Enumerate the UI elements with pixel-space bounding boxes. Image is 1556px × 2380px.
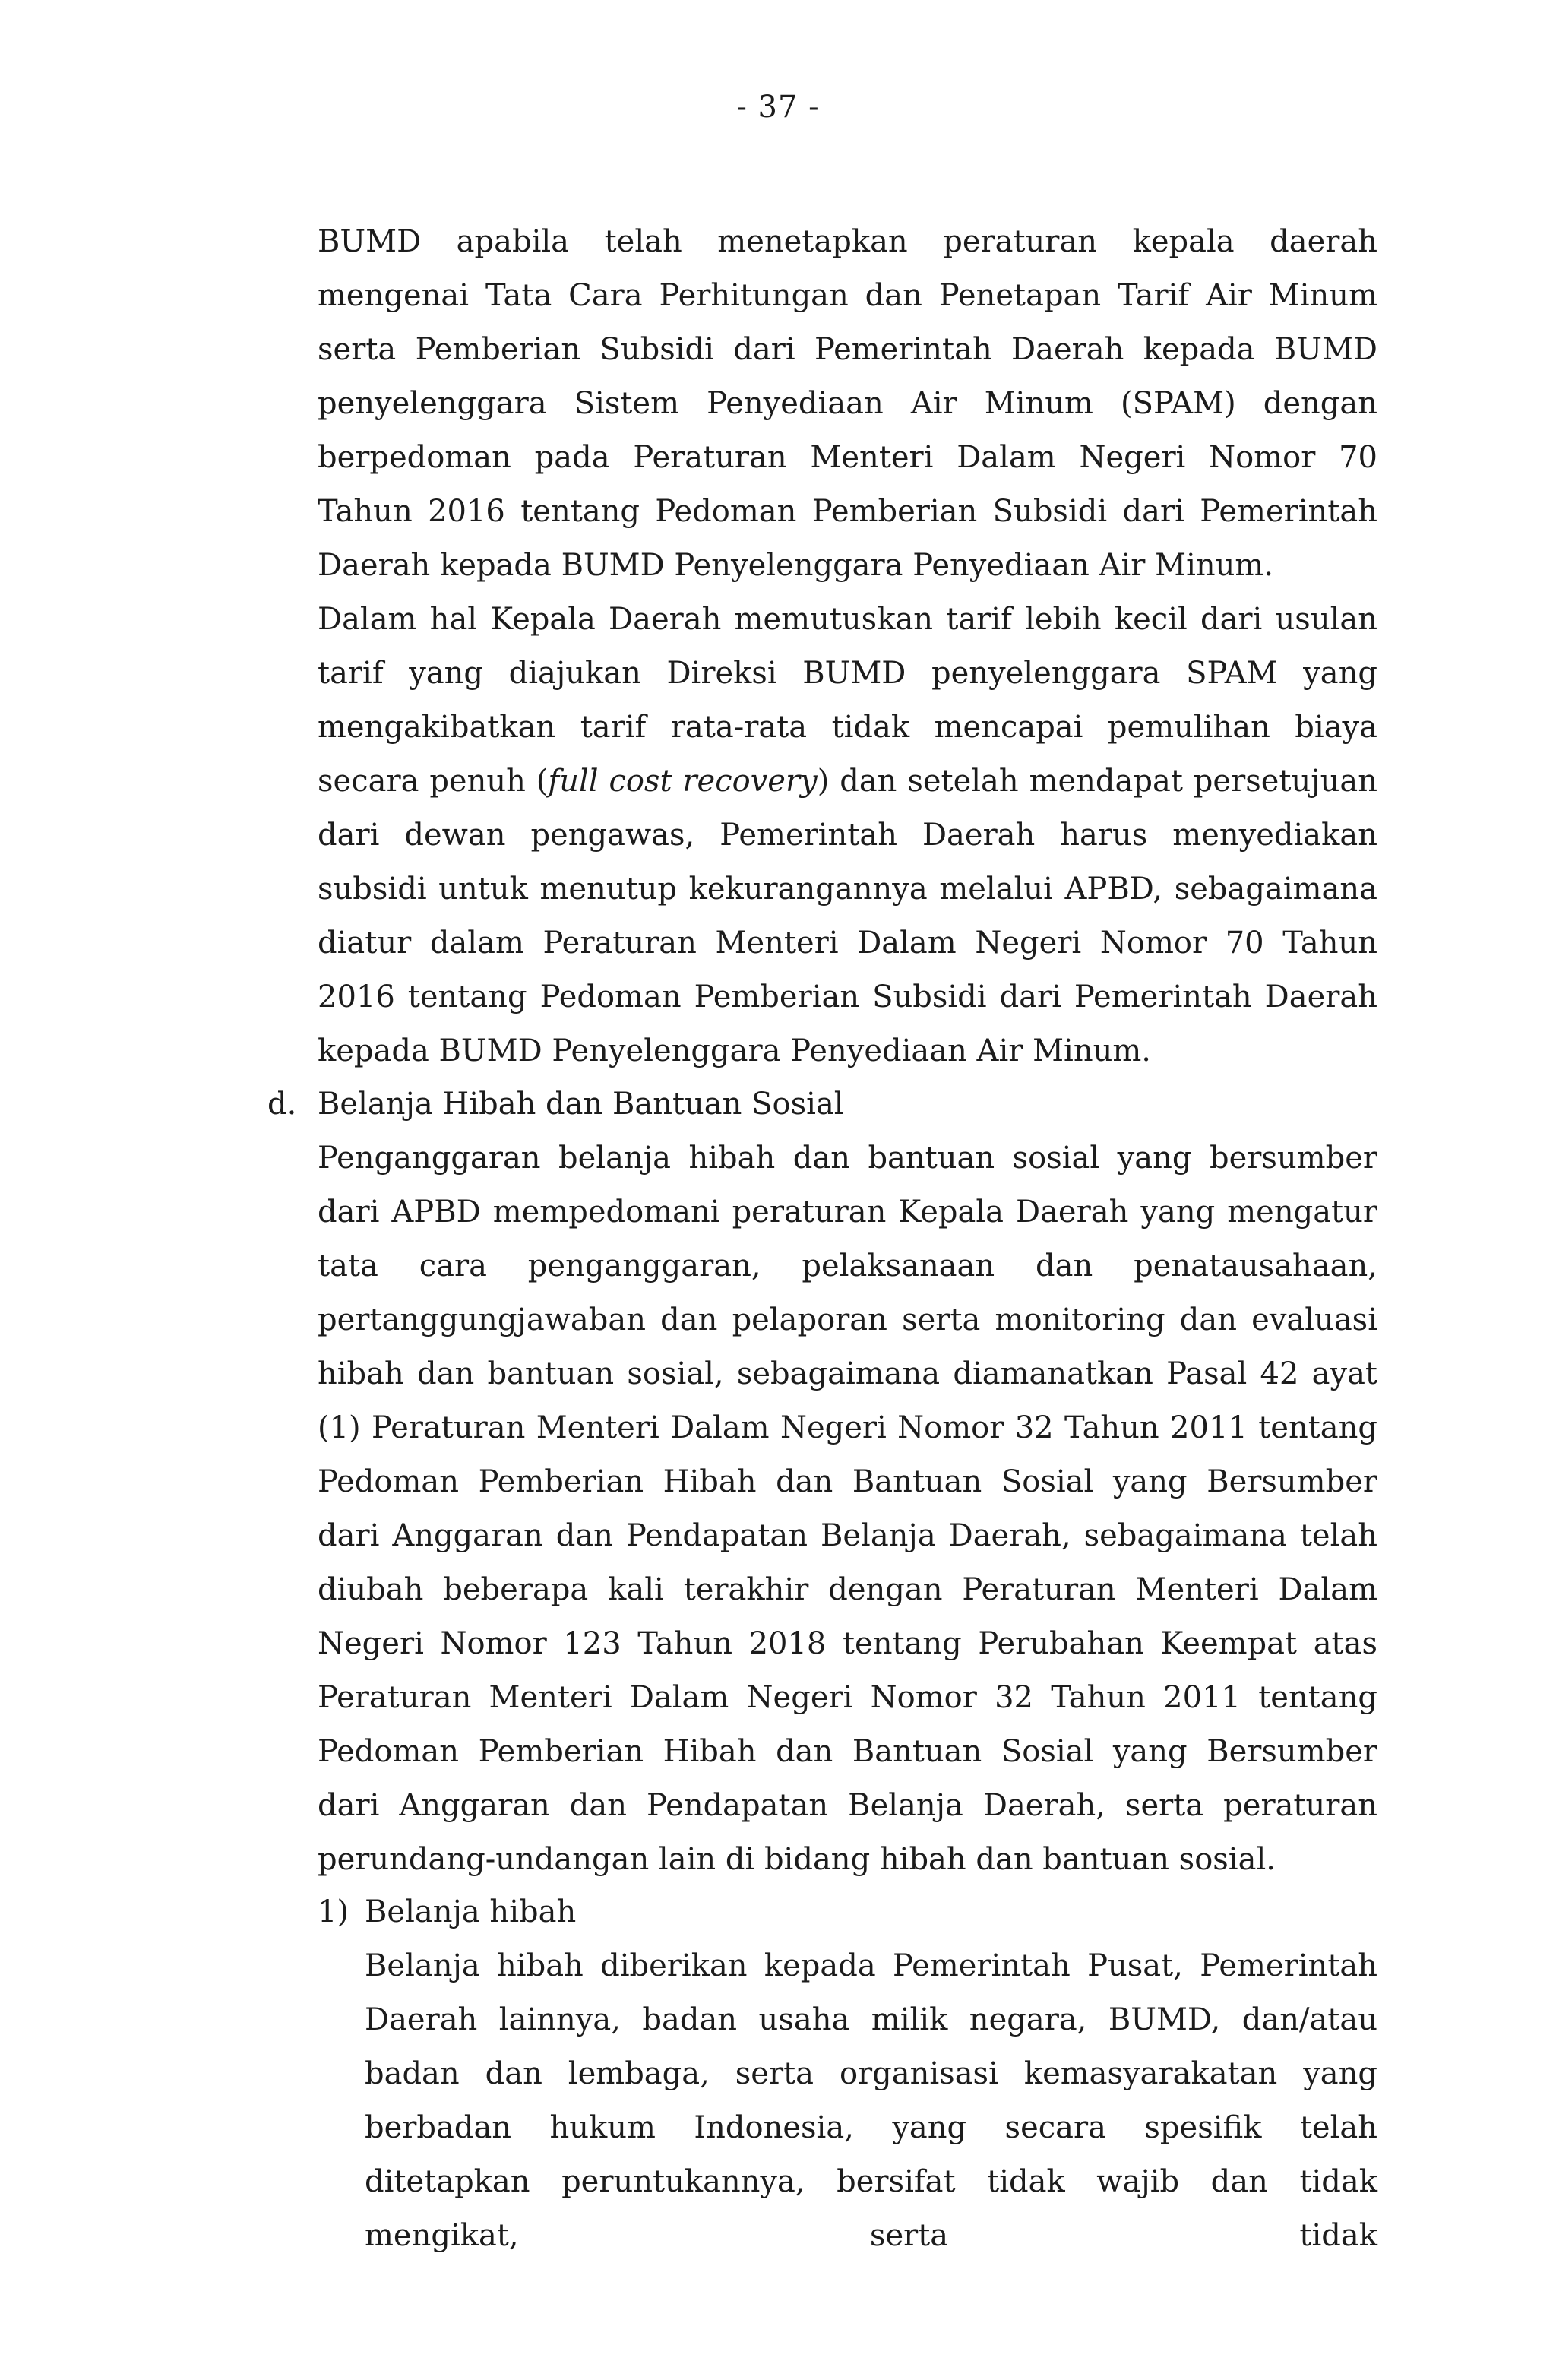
paragraph-subsidy-shortfall bbox=[318, 593, 1377, 1078]
page-number: - 37 - bbox=[736, 90, 820, 125]
paragraph-subsidy-shortfall-text-a: Dalam hal Kepala Daerah memutuskan tarif lebih kecil dari usulan tarif yang diajukan Direksi BUMD penyelenggara SPAM yang mengakibatkan tarif rata-rata tidak mencapai pemulihan biaya secara penuh ( bbox=[318, 602, 1377, 799]
item-1-heading: Belanja hibah bbox=[365, 1894, 577, 1929]
paragraph-subsidy-shortfall-text-b: ) dan setelah mendapat persetujuan dari dewan pengawas, Pemerintah Daerah harus menyediakan subsidi untuk menutup kekurangannya melalui APBD, sebagaimana diatur dalam Peraturan Menteri Dalam Negeri Nomor 70 Tahun 2016 tentang Pedoman Pemberian Subsidi dari Pemerintah Daerah kepada BUMD Penyelenggara Penyediaan Air Minum. bbox=[318, 764, 1378, 1068]
paragraph-subsidy-regulation: BUMD apabila telah menetapkan peraturan kepala daerah mengenai Tata Cara Perhitungan dan Penetapan Tarif Air Minum serta Pemberian Subsidi dari Pemerintah Daerah kepada BUMD penyelenggara Sistem Penyediaan Air Minum (SPAM) dengan berpedoman pada Peraturan Menteri Dalam Negeri Nomor 70 Tahun 2016 tentang Pedoman Pemberian Subsidi dari Pemerintah Daerah kepada BUMD Penyelenggara Penyediaan Air Minum. bbox=[318, 224, 1377, 583]
italic-term-full-cost-recovery: full cost recovery bbox=[548, 764, 818, 799]
paragraph-grant-spending: Belanja hibah diberikan kepada Pemerintah Pusat, Pemerintah Daerah lainnya, badan usaha milik negara, BUMD, dan/atau badan dan lembaga, serta organisasi kemasyarakatan yang berbadan hukum Indonesia, yang secara spesifik telah ditetapkan peruntukannya, bersifat tidak wajib dan tidak mengikat, serta tidak bbox=[365, 1948, 1377, 2253]
paragraph-grant-social-aid: Penganggaran belanja hibah dan bantuan sosial yang bersumber dari APBD mempedomani peraturan Kepala Daerah yang mengatur tata cara penganggaran, pelaksanaan dan penatausahaan, pertanggungjawaban dan pelaporan serta monitoring dan evaluasi hibah dan bantuan sosial, sebagaimana diamanatkan Pasal 42 ayat (1) Peraturan Menteri Dalam Negeri Nomor 32 Tahun 2011 tentang Pedoman Pemberian Hibah dan Bantuan Sosial yang Bersumber dari Anggaran dan Pendapatan Belanja Daerah, sebagaimana telah diubah beberapa kali terakhir dengan Peraturan Menteri Dalam Negeri Nomor 123 Tahun 2018 tentang Perubahan Keempat atas Peraturan Menteri Dalam Negeri Nomor 32 Tahun 2011 tentang Pedoman Pemberian Hibah dan Bantuan Sosial yang Bersumber dari Anggaran dan Pendapatan Belanja Daerah, serta peraturan perundang-undangan lain di bidang hibah dan bantuan sosial. bbox=[318, 1141, 1377, 1877]
section-d-marker: d. bbox=[267, 1087, 297, 1122]
item-1-marker: 1) bbox=[318, 1894, 349, 1929]
section-d-heading: Belanja Hibah dan Bantuan Sosial bbox=[318, 1087, 844, 1122]
